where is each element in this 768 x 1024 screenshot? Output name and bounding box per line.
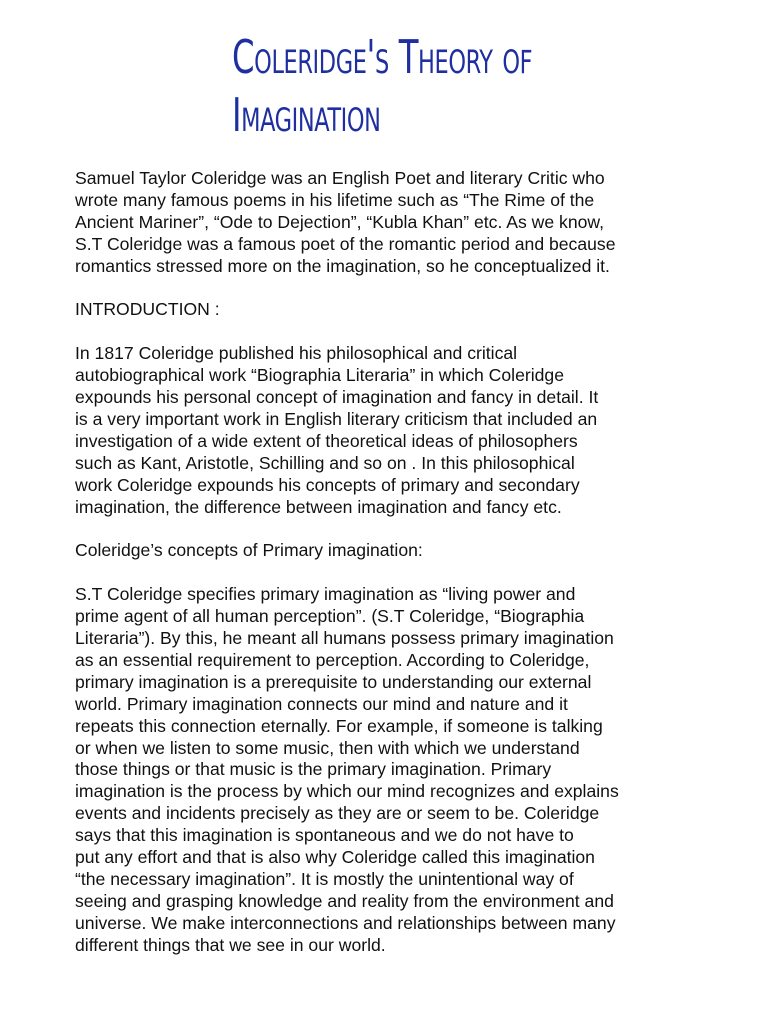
- text-line: Samuel Taylor Coleridge was an English Poet and literary Critic who: [75, 168, 605, 188]
- text-line: S.T Coleridge was a famous poet of the romantic period and because: [75, 233, 616, 254]
- text-line: imagination is the process by which our mind recognizes and explains: [75, 781, 619, 802]
- text-line: wrote many famous poems in his lifetime such as “The Rime of the: [75, 189, 595, 210]
- text-line: put any effort and that is also why Coleridge called this imagination: [75, 847, 595, 868]
- text-line: work Coleridge expounds his concepts of primary and secondary: [75, 474, 580, 495]
- text-line: such as Kant, Aristotle, Schilling and so on . In this philosophical: [75, 452, 575, 473]
- introduction-heading: [75, 299, 715, 321]
- biographia-paragraph: [75, 343, 715, 518]
- primary-imagination-heading: [75, 540, 715, 562]
- text-line: Coleridge’s concepts of Primary imagination:: [75, 540, 423, 561]
- text-line: is a very important work in English literary criticism that included an: [75, 408, 598, 429]
- text-line: those things or that music is the primary imagination. Primary: [75, 759, 552, 780]
- text-line: imagination, the difference between imagination and fancy etc.: [75, 496, 562, 517]
- text-line: INTRODUCTION :: [75, 299, 220, 320]
- text-line: investigation of a wide extent of theoretical ideas of philosophers: [75, 430, 578, 451]
- text-line: universe. We make interconnections and relationships between many: [75, 912, 616, 933]
- text-line: says that this imagination is spontaneous and we do not have to: [75, 825, 574, 846]
- text-line: In 1817 Coleridge published his philosophical and critical: [75, 343, 518, 364]
- text-line: expounds his personal concept of imagination and fancy in detail. It: [75, 387, 599, 408]
- text-line: prime agent of all human perception”. (S.T Coleridge, “Biographia: [75, 606, 585, 627]
- text-line: events and incidents precisely as they are or seem to be. Coleridge: [75, 803, 600, 824]
- text-line: “the necessary imagination”. It is mostly the unintentional way of: [75, 868, 574, 889]
- text-line: different things that we see in our world.: [75, 934, 386, 955]
- text-line: repeats this connection eternally. For example, if someone is talking: [75, 715, 603, 736]
- page-title: [232, 28, 606, 144]
- primary-imagination-paragraph: [75, 584, 715, 956]
- text-line: or when we listen to some music, then with which we understand: [75, 737, 580, 758]
- text-line: Ancient Mariner”, “Ode to Dejection”, “Kubla Khan” etc. As we know,: [75, 211, 605, 232]
- text-line: Literaria”). By this, he meant all humans possess primary imagination: [75, 627, 614, 648]
- title-line-1: Coleridge's Theory of: [232, 30, 533, 84]
- text-line: world. Primary imagination connects our mind and nature and it: [75, 693, 568, 714]
- intro-paragraph: [75, 168, 715, 278]
- text-line: autobiographical work “Biographia Literaria” in which Coleridge: [75, 365, 564, 386]
- text-line: romantics stressed more on the imagination, so he conceptualized it.: [75, 255, 610, 276]
- text-line: S.T Coleridge specifies primary imagination as “living power and: [75, 584, 576, 605]
- text-line: as an essential requirement to perception. According to Coleridge,: [75, 649, 590, 670]
- text-line: primary imagination is a prerequisite to understanding our external: [75, 671, 592, 692]
- title-line-2: Imagination: [232, 88, 381, 142]
- document-body: [75, 168, 715, 978]
- text-line: seeing and grasping knowledge and reality from the environment and: [75, 890, 614, 911]
